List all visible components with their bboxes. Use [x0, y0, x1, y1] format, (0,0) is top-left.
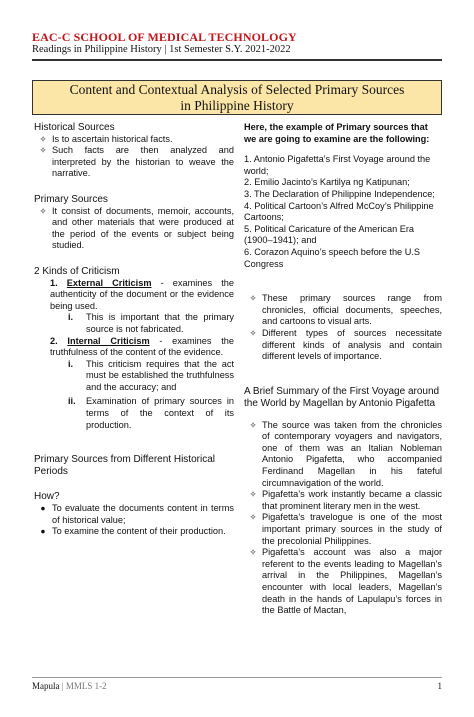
dot-bullet-icon: ● — [40, 526, 46, 537]
diamond-bullet-icon: ✧ — [249, 489, 257, 500]
list-item: 4. Political Cartoon’s Alfred McCoy’s Philippine Cartoons; — [244, 200, 434, 223]
list-item: 3. The Declaration of Philippine Independence; — [244, 188, 435, 199]
internal-criticism: 2. Internal Criticism - examines the truthfulness of the content of the evidence. — [50, 335, 234, 358]
diamond-bullet-icon: ✧ — [249, 419, 257, 430]
page-footer: Mapula | MMLS 1-2 1 — [32, 677, 442, 691]
historical-sources-heading: Historical Sources — [34, 122, 115, 133]
list-item: ✧ Is to ascertain historical facts. — [34, 134, 234, 146]
title-line-2: in Philippine History — [180, 98, 294, 113]
diamond-bullet-icon: ✧ — [249, 327, 257, 338]
sources-list — [244, 154, 442, 270]
list-item: ✧ Different types of sources necessitate different kinds of analysis and contain different levels of importance. — [244, 328, 442, 363]
list-item: 2. Emilio Jacinto’s Kartilya ng Katipunan; — [244, 177, 410, 188]
diamond-bullet-icon: ✧ — [39, 133, 47, 144]
title-line-1: Content and Contextual Analysis of Selected Primary Sources — [69, 82, 405, 97]
external-criticism: 1. External Criticism - examines the authenticity of the document or the evidence being used. — [50, 277, 234, 311]
how-heading: How? — [34, 491, 60, 503]
primary-sources-heading: Primary Sources — [34, 193, 108, 205]
list-item: 1. Antonio Pigafetta’s First Voyage around the world; — [244, 154, 431, 176]
diamond-bullet-icon: ✧ — [249, 293, 257, 304]
right-column — [244, 122, 442, 617]
footer-author: Mapula — [32, 681, 60, 691]
list-item: ✧ Such facts are then analyzed and interpreted by the historian to weave the narrative. — [34, 145, 234, 180]
school-name: EAC-C SCHOOL OF MEDICAL TECHNOLOGY — [32, 30, 297, 44]
list-item: ✧ Pigafetta’s work instantly became a classic that prominent literary men in the west. — [244, 489, 442, 512]
list-item: i. This criticism requires that the act must be established the truthfulness and the accuracy; and — [68, 358, 234, 392]
list-item: ✧ These primary sources range from chronicles, official documents, speeches, and cartoons to visual arts. — [244, 293, 442, 328]
diamond-bullet-icon: ✧ — [249, 512, 257, 523]
kinds-of-criticism-heading: 2 Kinds of Criticism — [34, 265, 120, 277]
list-item: ● To examine the content of their production. — [34, 526, 234, 538]
dot-bullet-icon: ● — [40, 503, 46, 514]
diamond-bullet-icon: ✧ — [39, 145, 47, 156]
page-number: 1 — [437, 681, 442, 691]
summary-heading: A Brief Summary of the First Voyage around the World by Magellan by Antonio Pigafetta — [244, 385, 440, 410]
list-item: ✧ It consist of documents, memoir, accounts, and other materials that were produced at the period of the events or subject being studied. — [34, 206, 234, 252]
footer-course-code: MMLS 1-2 — [65, 681, 107, 691]
diamond-bullet-icon: ✧ — [39, 205, 47, 216]
document-title — [32, 80, 442, 115]
list-item: ● To evaluate the documents content in terms of historical value; — [34, 503, 234, 526]
list-item: i. This is important that the primary source is not fabricated. — [68, 312, 234, 334]
list-item: ✧ Pigafetta’s travelogue is one of the most important primary sources in the study of the precolonial Philippines. — [244, 512, 442, 547]
header-divider — [32, 59, 442, 61]
examples-intro: Here, the example of Primary sources that we are going to examine are the following: — [244, 122, 430, 144]
list-item: 6. Corazon Aquino’s speech before the U.S Congress — [244, 246, 421, 269]
list-item: ii. Examination of primary sources in terms of the context of its production. — [68, 396, 234, 430]
diamond-bullet-icon: ✧ — [249, 547, 257, 558]
course-subtitle: Readings in Philippine History | 1st Semester S.Y. 2021-2022 — [32, 44, 291, 55]
left-column — [34, 122, 234, 538]
list-item: ✧ The source was taken from the chronicles of contemporary voyagers and navigators, one of them was an Italian Nobleman Antonio Pigafetta, who accompanied Ferdinand Magellan in his fateful circumnavigation of the world. — [244, 420, 442, 490]
list-item: 5. Political Caricature of the American Era (1900–1941); and — [244, 223, 415, 246]
list-item: ✧ Pigafetta’s account was also a major referent to the events leading to Magellan’s arrival in the Philippines, Magellan’s encounter with local leaders, Magellan’s death in the hands of Lapulapu’s forces in the Battle of Mactan, — [244, 547, 442, 617]
different-periods-heading: Primary Sources from Different Historical Periods — [34, 454, 215, 477]
